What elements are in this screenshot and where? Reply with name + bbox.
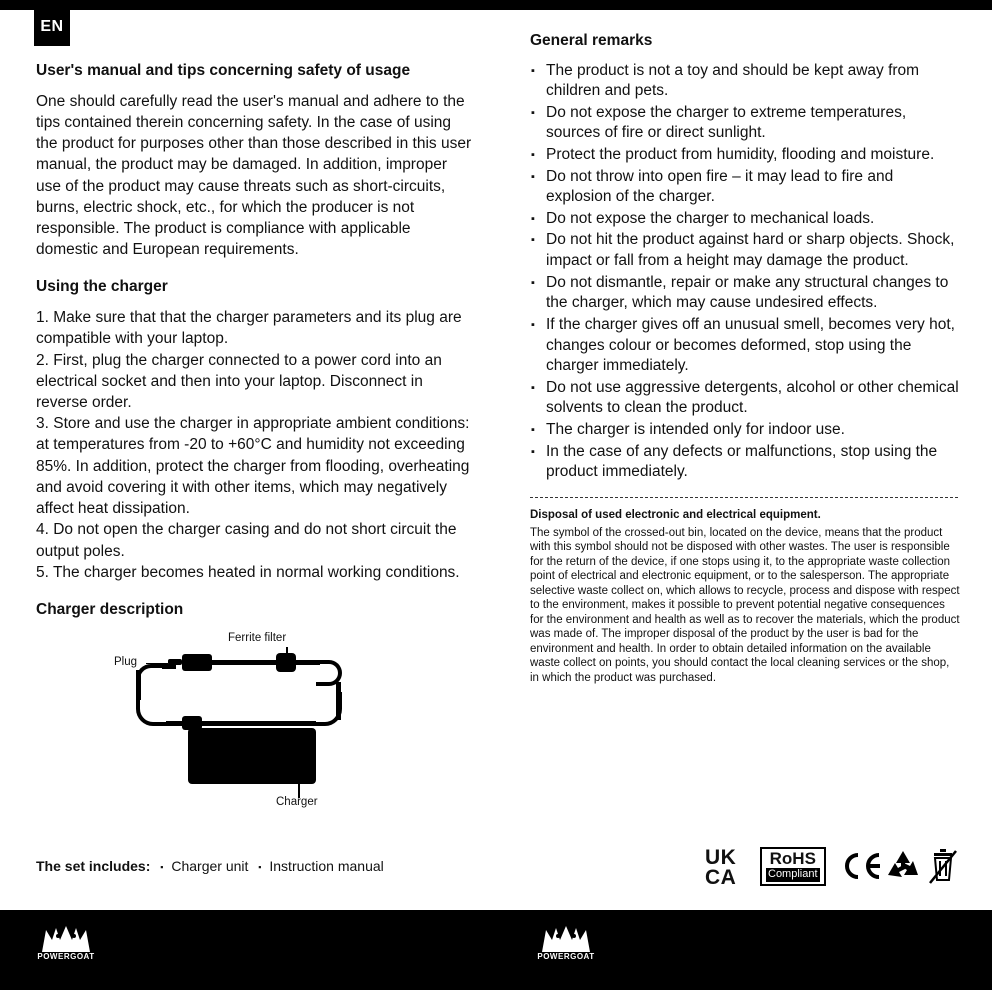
- diagram-label-plug: Plug: [114, 655, 138, 668]
- ukca-line-1: UK: [705, 846, 737, 869]
- list-item: ▪ Protect the product from humidity, flooding and moisture.: [530, 145, 960, 166]
- disposal-heading: Disposal of used electronic and electrical equipment.: [530, 508, 821, 521]
- list-item: ▪ The product is not a toy and should be kept away from children and pets.: [530, 61, 960, 102]
- general-remarks-heading: General remarks: [530, 32, 653, 49]
- list-item: ▪ Do not hit the product against hard or sharp objects. Shock, impact or fall from a height may damage the product.: [530, 230, 960, 271]
- list-item: ▪ If the charger gives off an unusual smell, becomes very hot, changes colour or becomes deformed, stop using the charger immediately.: [530, 315, 960, 377]
- language-badge: EN: [34, 8, 70, 46]
- disposal-paragraph: The symbol of the crossed-out bin, located on the device, means that the product with this symbol should not be disposed with other wastes. The user is responsible for the return of the device, if one stops using it, to the appropriate waste collection point of electrical and electronic equipment, or to the salesperson. The appropriate selective waste collect on, which allows to recycle, process and dispose with respect to the environment, makes it possible to prevent potential negative consequences for the environment and health as well as to recover the materials, which the product was made of. The improper disposal of the product by the user is bad for the environment and health. In order to obtain detailed information on the available waste collect on points, you should contact the local cleaning services or the shop, in which the product was purchased.: [530, 526, 960, 684]
- brand-logo-text: POWERGOAT: [537, 952, 595, 961]
- cable-to-brick-entry: [162, 664, 176, 669]
- set-includes-label: The set includes:: [36, 858, 151, 874]
- brand-logo-center: [534, 922, 598, 970]
- diagram-label-charger: Charger: [276, 795, 318, 808]
- diagram-label-ferrite-filter: Ferrite filter: [228, 631, 287, 644]
- section-divider: [530, 497, 958, 498]
- ferrite-filter-bead: [276, 653, 296, 672]
- ukca-line-2: CA: [705, 865, 737, 889]
- plug-barrel: [182, 654, 212, 671]
- charger-diagram: [36, 630, 476, 815]
- bullet-square-icon: ▪: [258, 862, 262, 873]
- list-item: ▪ Do not throw into open fire – it may lead to fire and explosion of the charger.: [530, 167, 960, 208]
- left-column: [36, 62, 476, 815]
- recycle-icon: [885, 849, 921, 886]
- set-includes: [36, 858, 384, 874]
- cable-loop-corner-bottom-left: [136, 692, 170, 726]
- rohs-line-1: RoHS: [769, 849, 816, 868]
- ce-mark-icon: [842, 851, 882, 886]
- list-item: 5. The charger becomes heated in normal working conditions.: [36, 563, 460, 581]
- cable-segment-plug-to-ferrite: [212, 660, 278, 665]
- list-item: ▪ Do not use aggressive detergents, alcohol or other chemical solvents to clean the product.: [530, 378, 960, 419]
- charger-brick: [188, 728, 316, 784]
- using-the-charger-steps: [36, 307, 476, 583]
- list-item: ▪ The charger is intended only for indoor use.: [530, 420, 960, 441]
- brand-logo-text: POWERGOAT: [37, 952, 95, 961]
- list-item: 2. First, plug the charger connected to a power cord into an electrical socket and then into your laptop. Disconnect in reverse order.: [36, 351, 442, 411]
- brand-logo-left: [34, 922, 98, 970]
- certification-marks: [700, 845, 960, 901]
- list-item: 4. Do not open the charger casing and do not short circuit the output poles.: [36, 521, 457, 560]
- users-manual-paragraph: One should carefully read the user's manual and adhere to the tips contained therein concerning safety. In the case of using the product for purposes other than those described in this user manual, the product may be damaged. In addition, improper use of the product may cause threats such as short-circuits, burns, electric shock, etc., for which the producer is not responsible. The product is compliance with applicable domestic and European requirements.: [36, 92, 472, 259]
- list-item: ▪ Do not expose the charger to mechanical loads.: [530, 209, 960, 230]
- list-item: ▪ In the case of any defects or malfunctions, stop using the product immediately.: [530, 442, 960, 483]
- rohs-line-2: Compliant: [768, 867, 818, 880]
- rohs-mark: [760, 847, 826, 886]
- set-includes-item-1: Charger unit: [171, 858, 249, 874]
- using-the-charger-heading: Using the charger: [36, 278, 168, 296]
- crossed-out-bin-icon: [928, 847, 958, 890]
- list-item: 3. Store and use the charger in appropriate ambient conditions: at temperatures from -20 to +60°C and humidity not exceeding 85%. In addition, protect the charger from flooding, overheating and avoid covering it with other items, which may negatively affect heat dissipation.: [36, 415, 470, 518]
- list-item: ▪ Do not dismantle, repair or make any structural changes to the charger, which may cause undesired effects.: [530, 273, 960, 314]
- list-item: 1. Make sure that that the charger parameters and its plug are compatible with your laptop.: [36, 309, 462, 348]
- bottom-black-bar: [0, 910, 992, 990]
- list-item: ▪ Do not expose the charger to extreme temperatures, sources of fire or direct sunlight.: [530, 103, 960, 144]
- right-column: [530, 32, 960, 685]
- general-remarks-list: [530, 61, 960, 483]
- users-manual-heading: User's manual and tips concerning safety of usage: [36, 62, 411, 79]
- ukca-mark: [705, 848, 736, 888]
- set-includes-item-2: Instruction manual: [269, 858, 384, 874]
- charger-description-heading: Charger description: [36, 601, 184, 619]
- bullet-square-icon: ▪: [160, 862, 164, 873]
